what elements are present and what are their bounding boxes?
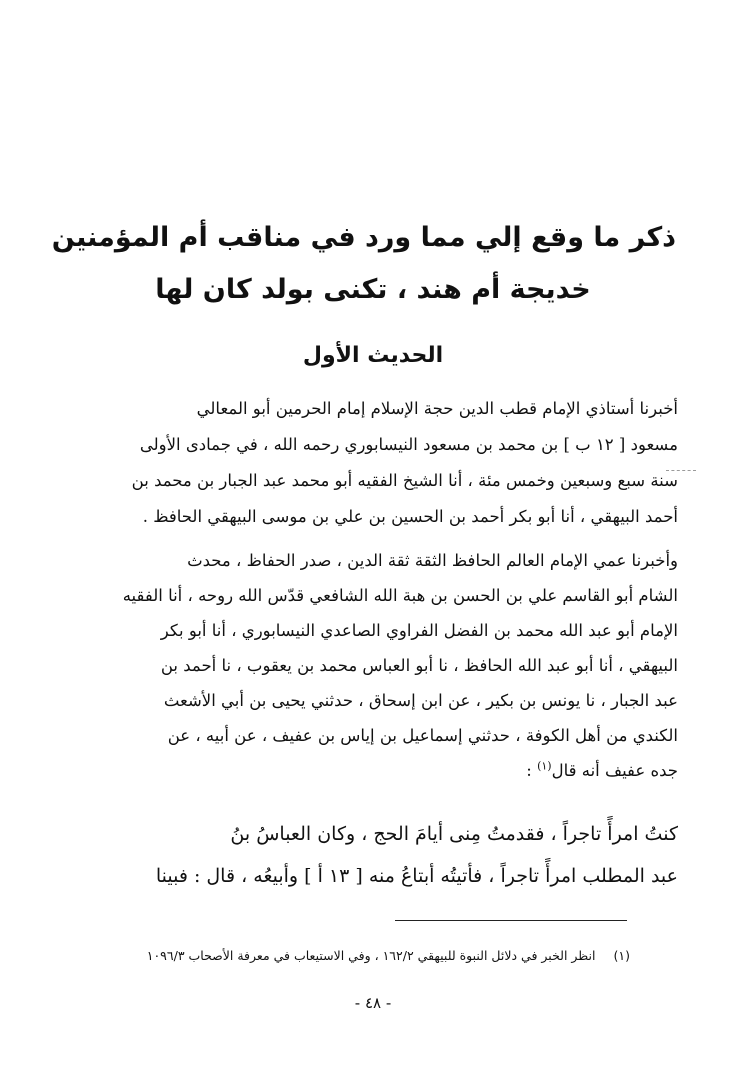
- section-subheading: الحديث الأول: [302, 343, 444, 368]
- paragraph-2: [78, 543, 678, 788]
- paragraph-line: البيهقي ، أنا أبو عبد الله الحافظ ، نا أبو العباس محمد بن يعقوب ، نا أحمد بن: [160, 656, 678, 675]
- page-number: - ٤٨ -: [354, 994, 392, 1012]
- footnote-divider: [395, 920, 627, 921]
- paragraph-line: مسعود [ ١٢ ب ] بن محمد بن مسعود النيسابوري رحمه الله ، في جمادى الأولى: [139, 435, 678, 454]
- paragraph-line: أحمد البيهقي ، أنا أبو بكر أحمد بن الحسين بن علي بن موسى البيهقي الحافظ .: [142, 507, 678, 526]
- paragraph-line: وأخبرنا عمي الإمام العالم الحافظ الثقة ثقة الدين ، صدر الحفاظ ، محدث: [187, 551, 678, 570]
- footnote-marker: (١): [613, 948, 630, 963]
- footnote: [90, 945, 630, 967]
- paragraph-line: عبد الجبار ، نا يونس بن بكير ، عن ابن إسحاق ، حدثني يحيى بن أبي الأشعث: [163, 691, 678, 710]
- chapter-heading: [51, 212, 676, 316]
- paragraph-line: أخبرنا أستاذي الإمام قطب الدين حجة الإسلام إمام الحرمين أبو المعالي: [196, 399, 678, 418]
- chapter-heading-line-1: ذكر ما وقع إلي مما ورد في مناقب أم المؤمنين: [51, 222, 676, 253]
- paragraph-1: [78, 391, 678, 535]
- paragraph-last-line-text: جده عفيف أنه قال: [551, 761, 678, 780]
- footnote-text: انظر الخبر في دلائل النبوة للبيهقي ١٦٢/٢ ، وفي الاستيعاب في معرفة الأصحاب ١٠٩٦/٣: [146, 948, 596, 963]
- paragraph-last-line: [78, 753, 678, 788]
- paragraph-line: عبد المطلب امرأً تاجراً ، فأتيتُه أبتاعُ منه [ ١٣ أ ] وأبيعُه ، قال : فبينا: [155, 865, 678, 887]
- paragraph-3: [78, 813, 678, 897]
- footnote-reference[interactable]: (١): [537, 759, 552, 773]
- chapter-heading-line-2: خديجة أم هند ، تكنى بولد كان لها: [155, 274, 591, 305]
- paragraph-line: سنة سبع وسبعين وخمس مئة ، أنا الشيخ الفقيه أبو محمد عبد الجبار بن محمد بن: [131, 471, 678, 490]
- paragraph-last-line-end: :: [526, 761, 538, 780]
- paragraph-line: الإمام أبو عبد الله محمد بن الفضل الفراوي الصاعدي النيسابوري ، أنا أبو بكر: [160, 621, 678, 640]
- paragraph-line: الكندي من أهل الكوفة ، حدثني إسماعيل بن إياس بن عفيف ، عن أبيه ، عن: [167, 726, 678, 745]
- paragraph-line: كنتُ امرأً تاجراً ، فقدمتُ مِنى أيامَ الحج ، وكان العباسُ بنُ: [230, 823, 678, 845]
- paragraph-line: الشام أبو القاسم علي بن الحسن بن هبة الله الشافعي قدّس الله روحه ، أنا الفقيه: [122, 586, 678, 605]
